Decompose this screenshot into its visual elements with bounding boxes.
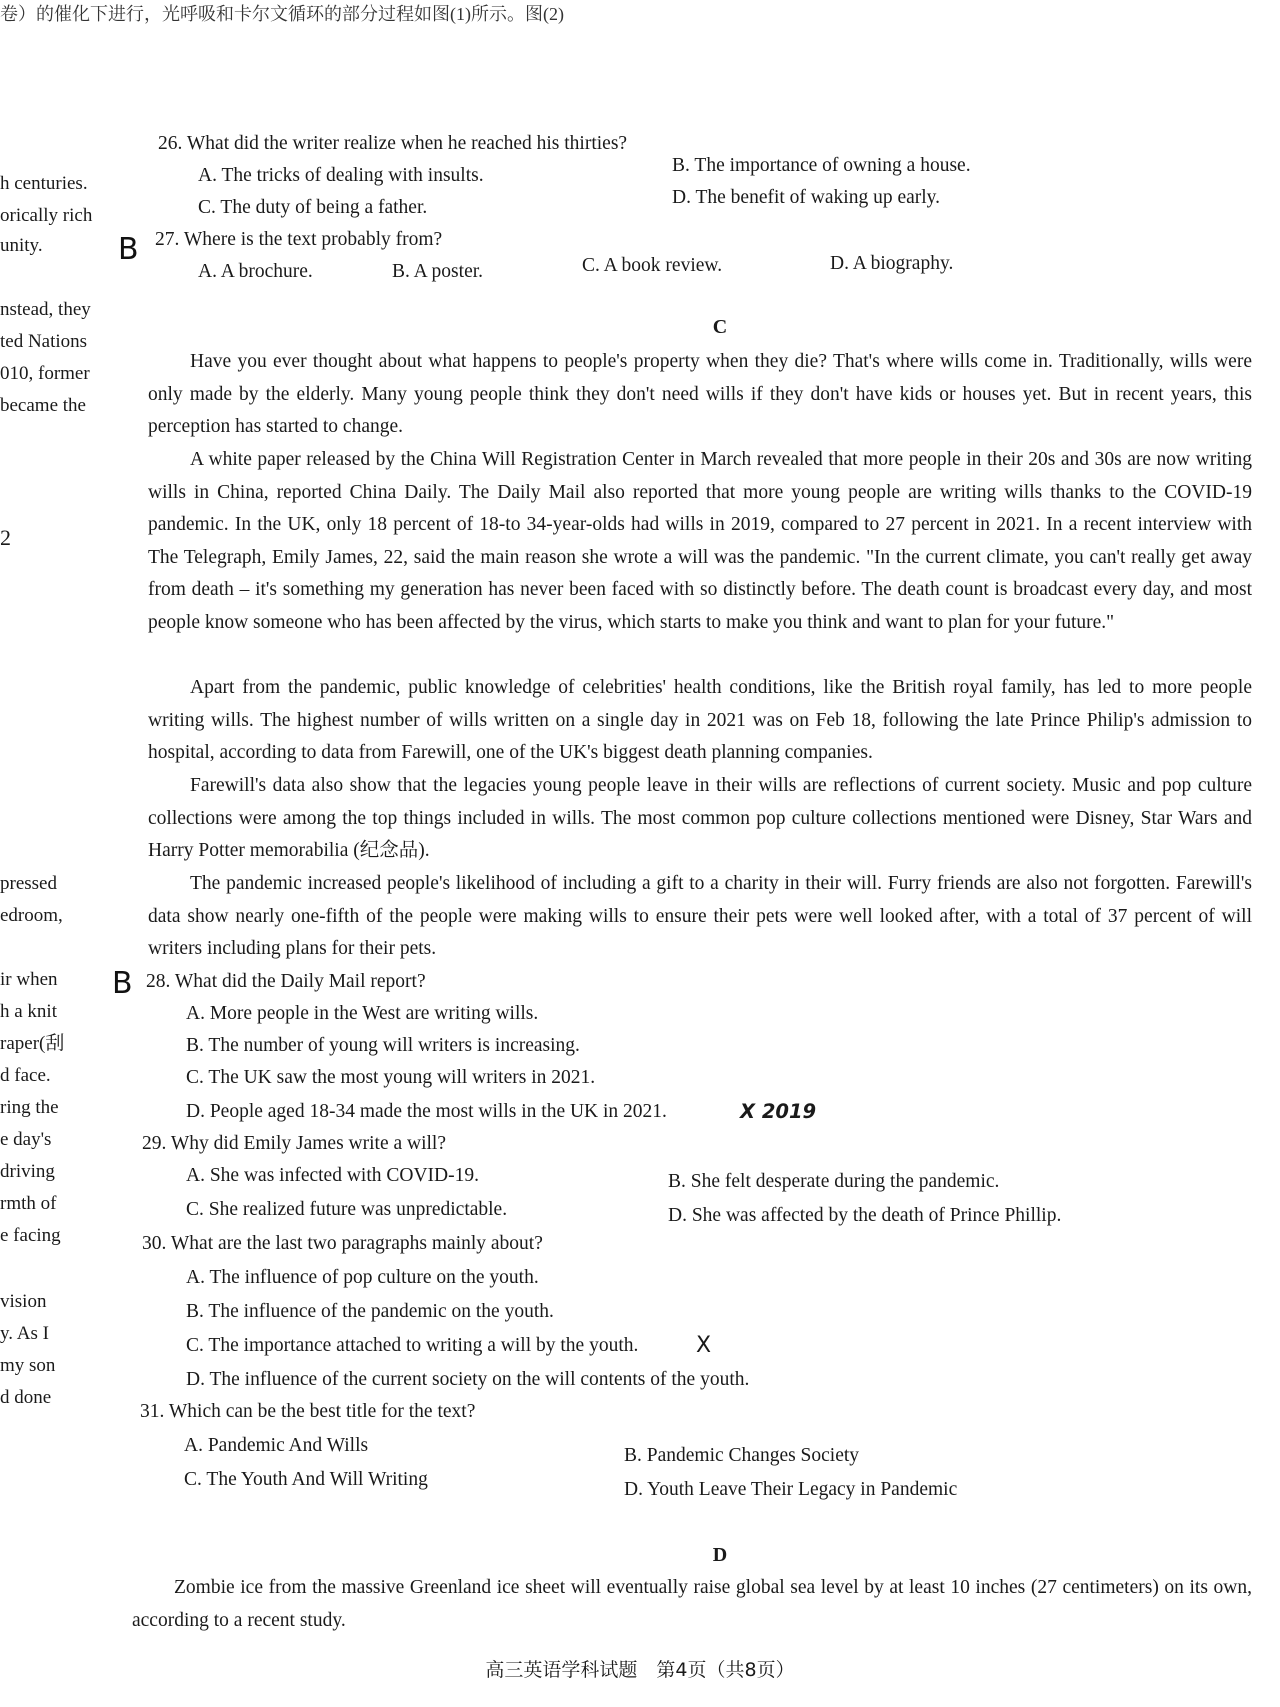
question-28-stem: 28. What did the Daily Mail report?	[146, 971, 426, 992]
q28-option-c: C. The UK saw the most young will writers in 2021.	[186, 1067, 596, 1088]
left-fragment: d face.	[0, 1065, 51, 1086]
passage-d-paragraph: Zombie ice from the massive Greenland ice sheet will eventually raise global sea level by at least 10 inches (27 centimeters) on its own, according to a recent study.	[132, 1577, 1252, 1631]
section-c-heading: C	[712, 316, 728, 338]
passage-c-paragraph: The pandemic increased people's likelihood of including a gift to a charity in their will. Furry friends are also not forgotten. Farewill's data show nearly one-fifth of the people were making wills to ensure their pets were well looked after, with a total of 37 percent of will writers including plans for their pets.	[148, 873, 1252, 959]
left-fragment: vision	[0, 1291, 47, 1312]
q29-option-b: B. She felt desperate during the pandemic.	[668, 1171, 1000, 1192]
q31-option-c: C. The Youth And Will Writing	[184, 1469, 428, 1490]
q29-option-c: C. She realized future was unpredictable.	[186, 1199, 508, 1220]
q26-option-d: D. The benefit of waking up early.	[672, 187, 941, 208]
left-fragment: ir when	[0, 969, 58, 990]
passage-c-paragraph: Have you ever thought about what happens to people's property when they die? That's where wills come in. Traditionally, wills were only made by the elderly. Many young people think they don't need wills if they don't have kids or houses yet. But in recent years, this perception has started to change.	[148, 351, 1252, 437]
q30-option-a: A. The influence of pop culture on the youth.	[186, 1267, 539, 1288]
q30-option-d: D. The influence of the current society on the will contents of the youth.	[186, 1369, 750, 1390]
q27-option-d: D. A biography.	[830, 253, 954, 274]
left-fragment: 2	[0, 525, 11, 550]
q28-option-a: A. More people in the West are writing wills.	[186, 1003, 539, 1024]
left-fragment: ted Nations	[0, 331, 88, 352]
question-30-stem: 30. What are the last two paragraphs mainly about?	[142, 1233, 543, 1254]
q26-option-b: B. The importance of owning a house.	[672, 155, 971, 176]
left-fragment: raper(刮	[0, 1033, 65, 1054]
q28-option-d: D. People aged 18-34 made the most wills in the UK in 2021.	[186, 1101, 667, 1122]
q29-option-a: A. She was infected with COVID-19.	[186, 1165, 479, 1186]
left-fragment: driving	[0, 1161, 55, 1182]
left-fragment: ring the	[0, 1097, 59, 1118]
question-26-stem: 26. What did the writer realize when he reached his thirties?	[158, 133, 628, 154]
left-fragment: h centuries.	[0, 173, 88, 194]
left-fragment: edroom,	[0, 905, 63, 926]
q27-option-c: C. A book review.	[582, 255, 723, 276]
handwritten-answer-mark: B	[118, 232, 139, 267]
left-fragment: e day's	[0, 1129, 52, 1150]
left-fragment: d done	[0, 1387, 52, 1408]
q27-option-a: A. A brochure.	[198, 261, 313, 282]
handwritten-cross-mark: X	[696, 1333, 712, 1358]
passage-c-paragraph: Farewill's data also show that the legacies young people leave in their wills are reflections of current society. Music and pop culture collections were among the top things included in wills. The most common pop culture collections mentioned were Disney, Star Wars and Harry Potter memorabilia (纪念品).	[148, 775, 1252, 861]
q31-option-d: D. Youth Leave Their Legacy in Pandemic	[624, 1479, 958, 1500]
left-fragment: h a knit	[0, 1001, 57, 1022]
question-27-stem: 27. Where is the text probably from?	[155, 229, 443, 250]
handwritten-answer-mark: B	[112, 966, 133, 1001]
left-fragment: pressed	[0, 873, 57, 894]
question-31-stem: 31. Which can be the best title for the text?	[140, 1401, 476, 1422]
page-footer: 高三英语学科试题 第4页（共8页）	[485, 1659, 795, 1681]
q29-option-d: D. She was affected by the death of Prince Phillip.	[668, 1205, 1062, 1226]
passage-c-paragraph: A white paper released by the China Will Registration Center in March revealed that more people in their 20s and 30s are now writing wills in China, reported China Daily. The Daily Mail also reported that more young people are writing wills thanks to the COVID-19 pandemic. In the UK, only 18 percent of 18-to 34-year-olds had wills in 2019, compared to 27 percent in 2021. In a recent interview with The Telegraph, Emily James, 22, said the main reason she wrote a will was the pandemic. "In the current climate, you can't really get away from death – it's something my generation has never been faced with so distinctly before. The death count is broadcast every day, and most people know someone who has been affected by the virus, which starts to make you think and want to plan for your future."	[148, 449, 1252, 633]
left-fragment: became the	[0, 395, 86, 416]
q30-option-b: B. The influence of the pandemic on the youth.	[186, 1301, 554, 1322]
header-fragment: 卷）的催化下进行，光呼吸和卡尔文循环的部分过程如图(1)所示。图(2)	[0, 4, 564, 24]
handwritten-note: X 2019	[740, 1100, 817, 1123]
left-fragment: unity.	[0, 235, 43, 256]
q31-option-b: B. Pandemic Changes Society	[624, 1445, 860, 1466]
q31-option-a: A. Pandemic And Wills	[184, 1435, 369, 1456]
left-fragment: rmth of	[0, 1193, 57, 1214]
left-fragment: y. As I	[0, 1323, 49, 1344]
q27-option-b: B. A poster.	[392, 261, 484, 282]
passage-c-paragraph: Apart from the pandemic, public knowledge of celebrities' health conditions, like the British royal family, has led to more people writing wills. The highest number of wills written on a single day in 2021 was on Feb 18, following the late Prince Philip's admission to hospital, according to data from Farewill, one of the UK's biggest death planning companies.	[148, 677, 1252, 763]
q26-option-a: A. The tricks of dealing with insults.	[198, 165, 484, 186]
left-fragment: e facing	[0, 1225, 61, 1246]
q26-option-c: C. The duty of being a father.	[198, 197, 428, 218]
q30-option-c: C. The importance attached to writing a will by the youth.	[186, 1335, 639, 1356]
left-fragment: my son	[0, 1355, 56, 1376]
left-fragment: 010, former	[0, 363, 90, 384]
left-fragment: nstead, they	[0, 299, 91, 320]
section-d-heading: D	[712, 1544, 728, 1566]
left-fragment: orically rich	[0, 205, 93, 226]
q28-option-b: B. The number of young will writers is increasing.	[186, 1035, 580, 1056]
question-29-stem: 29. Why did Emily James write a will?	[142, 1133, 447, 1154]
